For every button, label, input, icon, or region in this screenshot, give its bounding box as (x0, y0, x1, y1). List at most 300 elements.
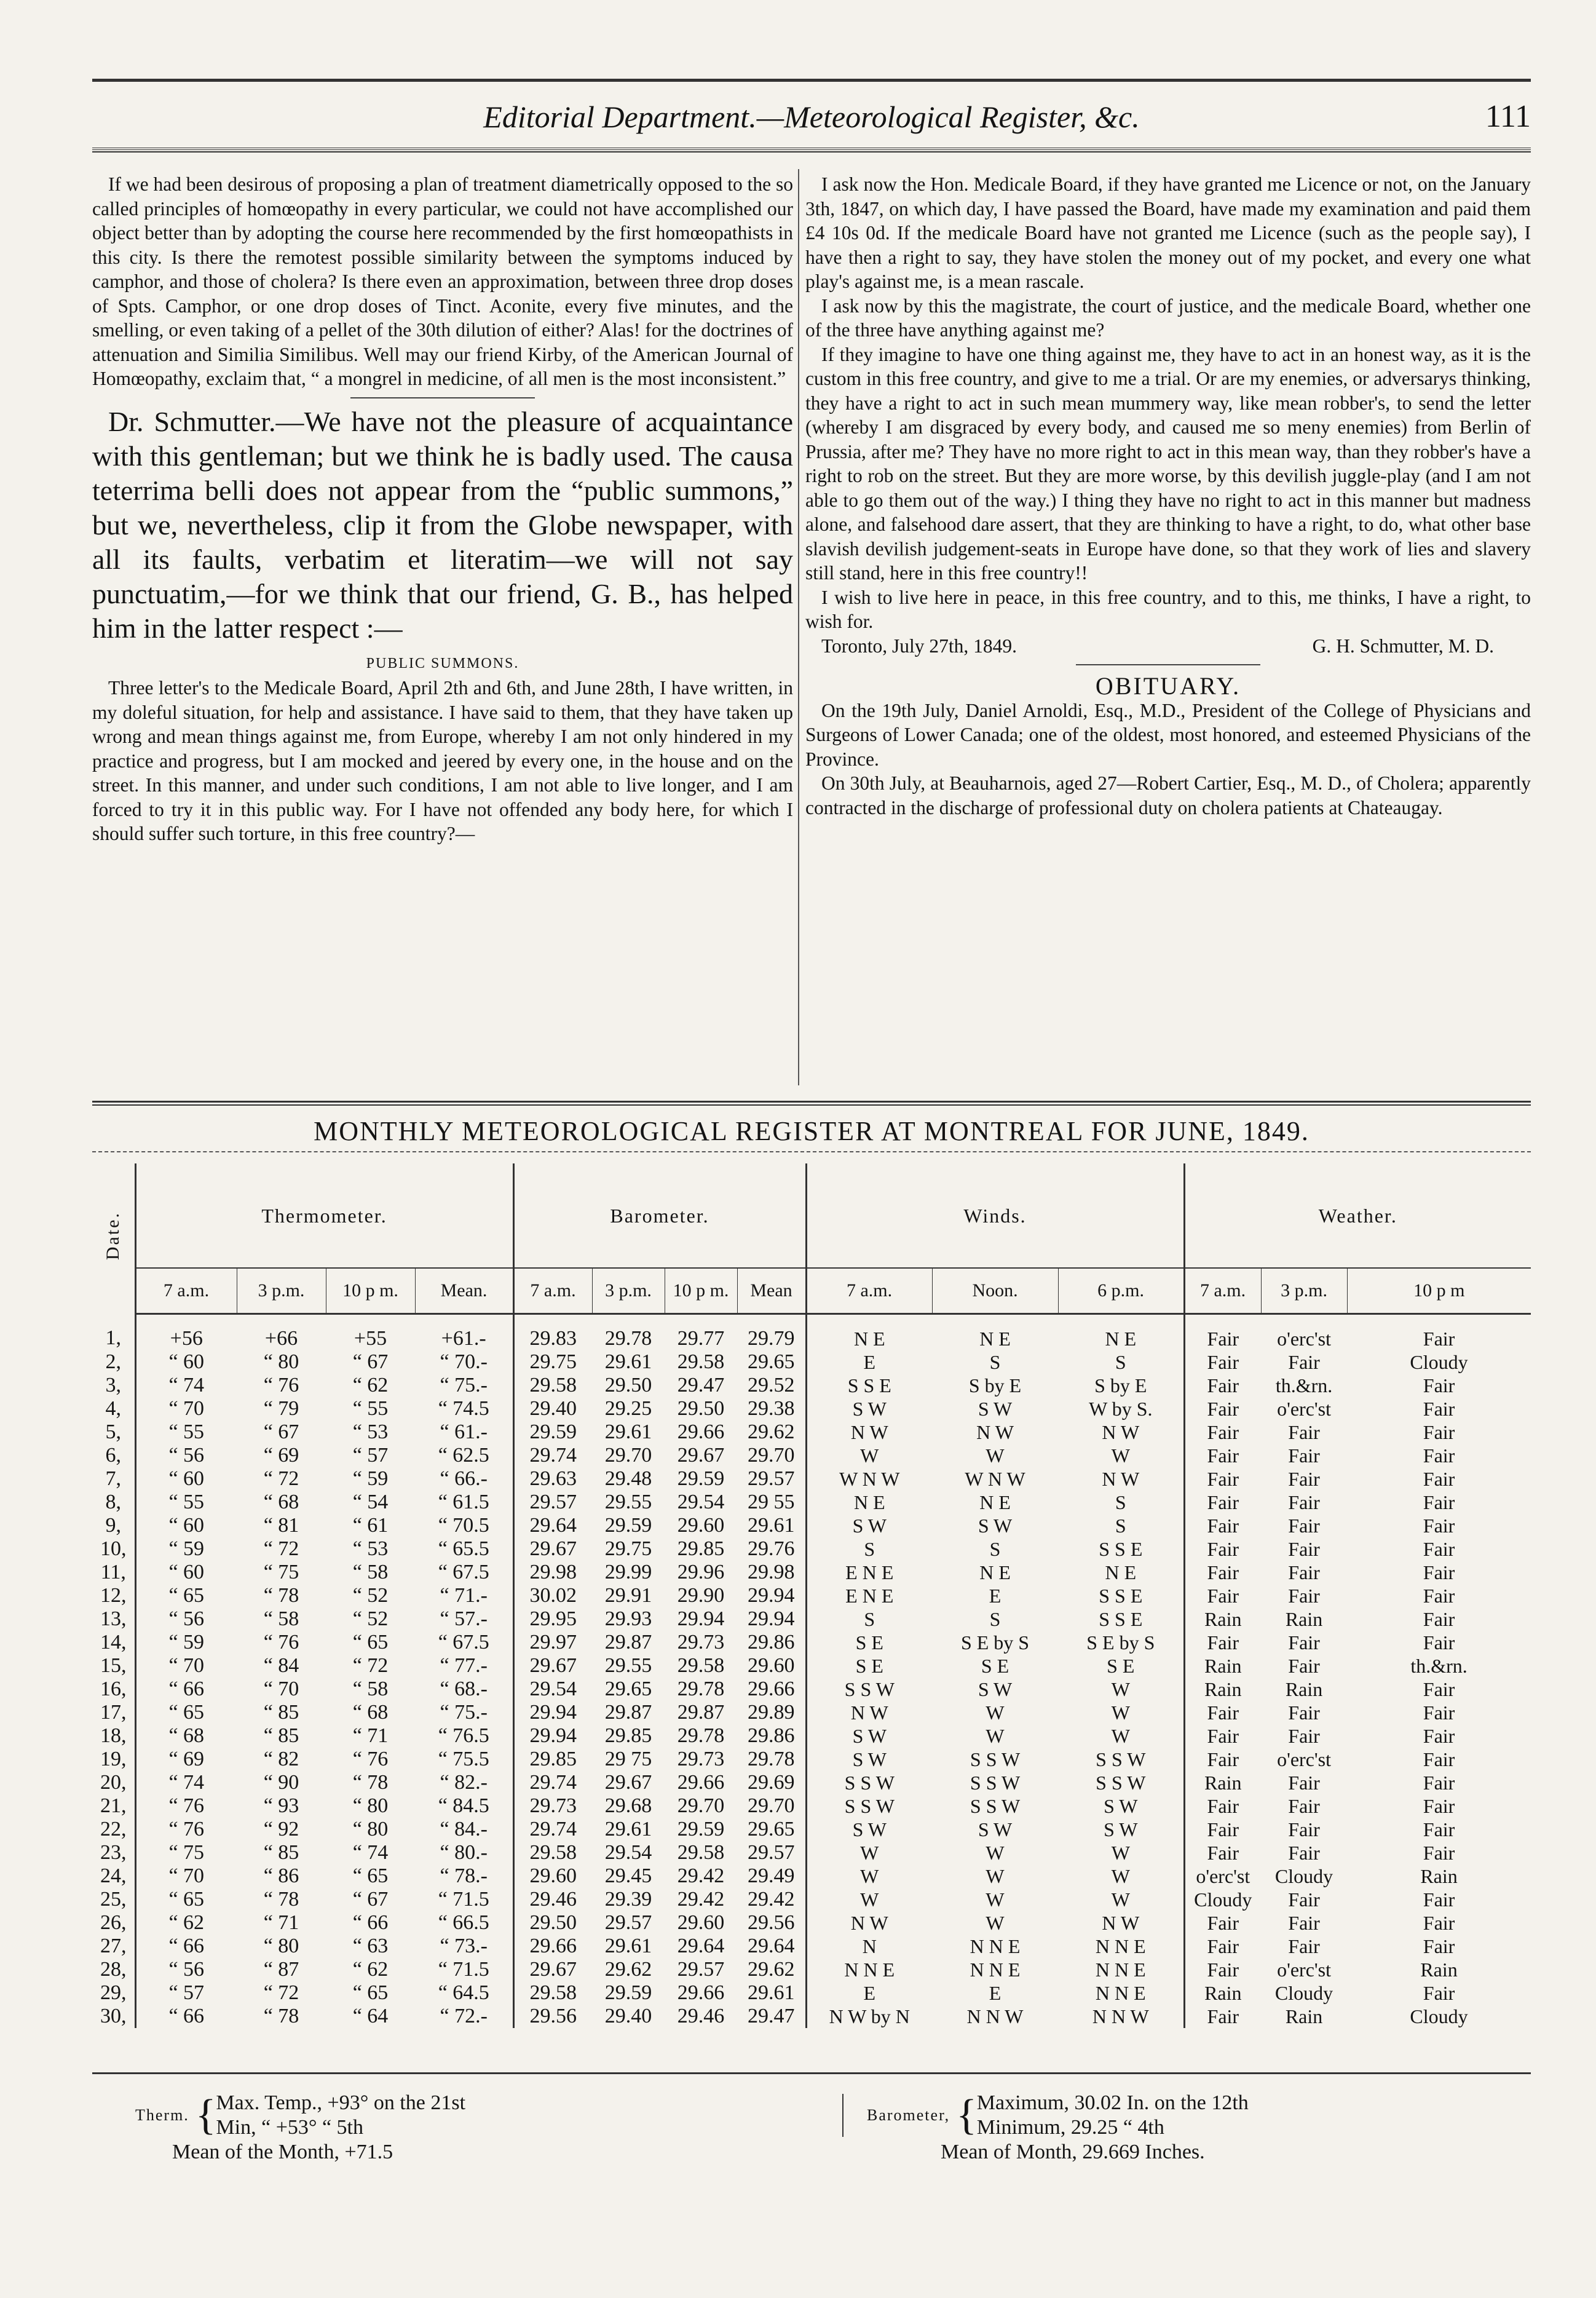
weather-header: Weather. (1184, 1163, 1531, 1268)
table-cell: N E (979, 1491, 1011, 1513)
table-cell: Fair (1184, 1958, 1261, 1981)
table-cell: 29.94 (748, 1583, 795, 1607)
table-cell: +61.- (441, 1326, 486, 1350)
table-cell: Fair (1423, 1748, 1455, 1770)
table-cell: “ 78 (263, 1887, 299, 1911)
table-cell: “ 67 (263, 1420, 299, 1443)
table-cell: W (986, 1864, 1005, 1887)
table-cell: Fair (1288, 1911, 1320, 1934)
table-cell: S W (1104, 1818, 1138, 1840)
table-cell: “ 72 (263, 1467, 299, 1490)
table-cell: Fair (1184, 1911, 1261, 1935)
table-cell: Fair (1423, 1935, 1455, 1957)
summons-paragraph: Three letter's to the Medicale Board, April 2th and 6th, and June 28th, I have written, in my doleful situation, for help and assistance. I have said to them, that they have taken up wrong and mean things against me, from Europe, whereby I am not only hindered in my practice and progress, but I am mocked and jeered by every one, in the house and on the street. In this manner, and under such conditions, I am not able to live longer, and I am forced to try it in this public way. For I have not offended any body here, for which I should suffer such torture, in this free country?— (92, 677, 793, 844)
table-cell: Fair (1423, 1607, 1455, 1630)
table-cell: N N E (1095, 1981, 1146, 2004)
table-cell: 29.47 (748, 2004, 795, 2027)
table-cell: S S W (970, 1794, 1021, 1817)
table-cell: 29.55 (604, 1490, 652, 1513)
table-cell: 29.70 (748, 1794, 795, 1817)
table-row (92, 1678, 1531, 1701)
table-cell: 29.58 (513, 1981, 592, 2005)
table-cell: Fair (1288, 1491, 1320, 1513)
signature-name: G. H. Schmutter, M. D. (1312, 635, 1494, 657)
table-cell: S S W (970, 1771, 1021, 1794)
date-cell: 20, (100, 1770, 127, 1794)
date-cell: 17, (100, 1700, 127, 1724)
table-cell: “ 90 (263, 1770, 299, 1794)
magistrate-paragraph: I ask now by this the magistrate, the court of justice, and the medicale Board, whether one of the three have anything against me? (805, 295, 1531, 341)
table-cell: 29.73 (677, 1747, 725, 1770)
date-cell: 29, (100, 1981, 127, 2004)
table-cell: 29.39 (604, 1887, 652, 1911)
table-cell: “ 57 (352, 1443, 389, 1467)
table-cell: 29.86 (748, 1724, 795, 1747)
table-cell: “ 68 (352, 1700, 389, 1724)
table-cell: 29.85 (513, 1748, 592, 1771)
table-cell: “ 85 (263, 1724, 299, 1747)
table-cell: S W (806, 1514, 932, 1537)
table-cell: “ 69 (263, 1443, 299, 1467)
table-cell: “ 65 (135, 1888, 237, 1911)
table-cell: 29.94 (513, 1724, 592, 1748)
table-cell: Fair (1423, 1911, 1455, 1934)
table-cell: Fair (1184, 2005, 1261, 2028)
table-cell: “ 66 (352, 1911, 389, 1934)
table-cell: 29.57 (604, 1911, 652, 1934)
table-cell: “ 66 (135, 1678, 237, 1701)
table-cell: “ 69 (135, 1748, 237, 1771)
table-cell: W (1111, 1678, 1130, 1700)
table-cell: “ 84.5 (438, 1794, 489, 1817)
table-cell: “ 74 (135, 1374, 237, 1397)
table-cell: Fair (1423, 1584, 1455, 1607)
table-cell: “ 65 (352, 1630, 389, 1654)
table-cell: 29.50 (513, 1911, 592, 1935)
summons-heading: PUBLIC SUMMONS. (366, 655, 519, 672)
table-cell: N W (806, 1420, 932, 1444)
table-cell: “ 65 (352, 1864, 389, 1887)
table-cell: Fair (1423, 1981, 1455, 2004)
table-cell: “ 65 (135, 1701, 237, 1724)
table-cell: S S E (1099, 1537, 1143, 1560)
table-cell: S (1115, 1491, 1126, 1513)
table-cell: W (1111, 1864, 1130, 1887)
table-cell: “ 68 (263, 1490, 299, 1513)
table-cell: S W (1104, 1794, 1138, 1817)
table-cell: o'erc'st (1277, 1748, 1332, 1770)
table-row (92, 2005, 1531, 2028)
table-cell: Fair (1423, 1514, 1455, 1537)
table-cell: Fair (1288, 1631, 1320, 1654)
table-cell: “ 76 (135, 1794, 237, 1818)
table-cell: Rain (1184, 1678, 1261, 1701)
table-cell: 29.79 (748, 1326, 795, 1350)
table-row (92, 1491, 1531, 1514)
table-cell: Cloudy (1274, 1981, 1333, 2004)
table-cell: Fair (1288, 1841, 1320, 1864)
table-cell: “ 71 (352, 1724, 389, 1747)
table-cell: W (1111, 1701, 1130, 1724)
winds-subheader: 6 p.m. (1058, 1268, 1184, 1313)
table-cell: S W (806, 1724, 932, 1748)
table-cell: E (806, 1350, 932, 1374)
table-cell: 29.55 (604, 1654, 652, 1677)
table-cell: Rain (1285, 1678, 1323, 1700)
table-cell: Cloudy (1184, 1888, 1261, 1911)
table-cell: o'erc'st (1184, 1864, 1261, 1888)
table-cell: “ 84 (263, 1654, 299, 1677)
table-cell: Fair (1184, 1313, 1261, 1350)
trial-paragraph: If they imagine to have one thing against me, they have to act in an honest way, as it is the custom in this free country, and give to me a trial. Or are my enemies, or adversarys thinking, they have a right to act in such mean mummery way, like mean robber's, to send the letter (whereby I am disgraced by every body, and caused me so meny enemies) from Berlin of Prussia, after me? They have no more right to act in this mean way, than they robber's have a right to rob on the street. But they are more worse, by this devilish juggle-play (and I am not able to go them out of the way.) I thing they have no right to act in this manner but madness alone, and falsehood dare assert, that they are thinking to have a right, to do, what other base slavish devilish judgement-seats in Europe have done, so that they work of lies and slavery still stand, here in this free country!! (805, 343, 1531, 584)
table-cell: W (806, 1864, 932, 1888)
table-cell: “ 78.- (440, 1864, 488, 1887)
table-cell: Fair (1288, 1818, 1320, 1840)
table-cell: 29.40 (513, 1397, 592, 1420)
table-cell: Fair (1184, 1374, 1261, 1397)
table-cell: 29.70 (604, 1443, 652, 1467)
table-cell: 29.69 (748, 1770, 795, 1794)
table-cell: “ 75 (135, 1841, 237, 1864)
table-cell: 29.74 (513, 1771, 592, 1794)
table-cell: “ 59 (135, 1537, 237, 1561)
table-cell: “ 81 (263, 1513, 299, 1537)
table-cell: “ 68.- (440, 1677, 488, 1700)
table-cell: W N W (806, 1467, 932, 1491)
table-cell: N E (1105, 1327, 1137, 1350)
table-cell: Rain (1184, 1607, 1261, 1631)
table-row (92, 1958, 1531, 1981)
register-top-rule (92, 1101, 1531, 1106)
table-cell: Cloudy (1410, 2005, 1468, 2027)
table-cell: “ 86 (263, 1864, 299, 1887)
baro-mean: Mean of Month, 29.669 Inches. (941, 2141, 1205, 2163)
table-cell: 29.56 (748, 1911, 795, 1934)
table-cell: 29.65 (748, 1817, 795, 1840)
table-cell: “ 67 (352, 1350, 389, 1373)
table-cell: “ 84.- (440, 1817, 488, 1840)
table-cell: S E by S (960, 1631, 1030, 1654)
table-cell: “ 75.- (440, 1373, 488, 1397)
table-cell: Fair (1288, 1584, 1320, 1607)
table-cell: “ 56 (135, 1444, 237, 1467)
table-cell: “ 62.5 (438, 1443, 489, 1467)
table-row (92, 1818, 1531, 1841)
table-cell: 29.67 (513, 1654, 592, 1678)
table-cell: Fair (1288, 1561, 1320, 1583)
table-cell: “ 66.5 (438, 1911, 489, 1934)
table-cell: “ 72 (263, 1981, 299, 2004)
table-cell: Fair (1288, 1724, 1320, 1747)
table-cell: Fair (1423, 1327, 1455, 1350)
table-cell: 29.74 (513, 1818, 592, 1841)
table-cell: N N W (1092, 2005, 1149, 2027)
table-cell: “ 59 (135, 1631, 237, 1654)
table-cell: +56 (135, 1313, 237, 1350)
table-cell: Fair (1184, 1514, 1261, 1537)
table-cell: S W (978, 1678, 1013, 1700)
weather-subheader: 7 a.m. (1184, 1268, 1261, 1313)
running-title: Editorial Department.—Meteorological Register, &c. (483, 100, 1140, 134)
table-cell: S W (806, 1397, 932, 1420)
table-row (92, 1444, 1531, 1467)
table-cell: “ 76 (135, 1818, 237, 1841)
table-cell: 29.87 (677, 1700, 725, 1724)
table-cell: 29.78 (677, 1724, 725, 1747)
table-cell: E (806, 1981, 932, 2005)
table-cell: S (806, 1537, 932, 1561)
table-cell: “ 58 (352, 1560, 389, 1583)
table-cell: 29.58 (677, 1654, 725, 1677)
table-row (92, 1841, 1531, 1864)
table-cell: “ 64.5 (438, 1981, 489, 2004)
table-cell: Fair (1184, 1818, 1261, 1841)
table-cell: “ 63 (352, 1934, 389, 1957)
table-cell: Fair (1423, 1678, 1455, 1700)
table-cell: “ 74 (135, 1771, 237, 1794)
date-header: Date. (103, 1211, 124, 1261)
table-row (92, 1313, 1531, 1350)
table-cell: N E (1105, 1561, 1137, 1583)
table-cell: 29.54 (513, 1678, 592, 1701)
table-cell: Rain (1285, 1607, 1323, 1630)
table-cell: Fair (1423, 1561, 1455, 1583)
table-cell: “ 85 (263, 1840, 299, 1864)
therm-min: Min, “ +53° “ 5th (216, 2116, 363, 2139)
table-cell: “ 65.5 (438, 1537, 489, 1560)
table-cell: “ 72.- (440, 2004, 488, 2027)
table-cell: Fair (1423, 1420, 1455, 1443)
table-cell: “ 65 (135, 1584, 237, 1607)
table-cell: S E (806, 1631, 932, 1654)
table-row (92, 1864, 1531, 1888)
date-cell: 12, (100, 1583, 127, 1607)
table-cell: 29.60 (748, 1654, 795, 1677)
baro-subheader: 7 a.m. (513, 1268, 592, 1313)
table-row (92, 1888, 1531, 1911)
table-cell: “ 52 (352, 1583, 389, 1607)
table-cell: “ 80 (352, 1794, 389, 1817)
page-number: 111 (1485, 99, 1531, 134)
table-cell: 29.78 (677, 1677, 725, 1700)
table-cell: S S W (1096, 1748, 1146, 1770)
table-cell: N E (979, 1327, 1011, 1350)
table-cell: 29.73 (513, 1794, 592, 1818)
table-cell: 29.66 (677, 1420, 725, 1443)
table-cell: S S W (1096, 1771, 1146, 1794)
table-cell: Cloudy (1410, 1350, 1468, 1373)
register-title-rule (92, 1151, 1531, 1157)
register-title: MONTHLY METEOROLOGICAL REGISTER AT MONTREAL FOR JUNE, 1849. (314, 1116, 1310, 1146)
table-cell: Fair (1288, 1794, 1320, 1817)
table-cell: 29.66 (748, 1677, 795, 1700)
table-cell: 29.25 (604, 1397, 652, 1420)
table-cell: Fair (1423, 1888, 1455, 1911)
homoeopathy-paragraph: If we had been desirous of proposing a plan of treatment diametrically opposed to the so called principles of homœopathy in every particular, we could not have accomplished our object better than by adopting the course here recommended by the first homœopathists in this city. Is there the remotest possible similarity between the symptoms induced by camphor, and those of cholera? Is there even an approximation, between three drop doses of Spts. Camphor, or one drop doses of Tinct. Aconite, every five minutes, and the smelling, or even taking of a pellet of the 30th dilution of either? Alas! for the doctrines of attenuation and Similia Similibus. Well may our friend Kirby, of the American Journal of Homœopathy, exclaim that, “ a mongrel in medicine, of all men is the most inconsistent.” (92, 173, 793, 389)
table-cell: Fair (1184, 1748, 1261, 1771)
table-cell: W (986, 1724, 1005, 1747)
table-cell: 29.91 (604, 1583, 652, 1607)
table-cell: 29 55 (748, 1490, 795, 1513)
table-row (92, 1514, 1531, 1537)
table-cell: “ 66 (135, 1935, 237, 1958)
table-cell: 29.76 (748, 1537, 795, 1560)
table-cell: 29.94 (748, 1607, 795, 1630)
table-cell: “ 87 (263, 1957, 299, 1981)
table-cell: 29.67 (513, 1537, 592, 1561)
table-cell: N W by N (806, 2005, 932, 2028)
table-row (92, 1724, 1531, 1748)
table-cell: 29.64 (677, 1934, 725, 1957)
thermometer-header: Thermometer. (135, 1163, 513, 1268)
table-cell: Fair (1423, 1771, 1455, 1794)
table-cell: W (806, 1444, 932, 1467)
table-cell: N N E (806, 1958, 932, 1981)
table-cell: 29.54 (677, 1490, 725, 1513)
table-row (92, 1794, 1531, 1818)
winds-subheader: Noon. (932, 1268, 1058, 1313)
weather-subheader: 10 p m (1347, 1268, 1531, 1313)
date-cell: 11, (100, 1560, 126, 1583)
table-row (92, 1420, 1531, 1444)
table-cell: 29.59 (604, 1513, 652, 1537)
date-cell: 28, (100, 1957, 127, 1981)
signature-line (805, 634, 1531, 659)
table-cell: E (989, 1584, 1001, 1607)
date-cell: 30, (100, 2004, 127, 2027)
table-cell: W (986, 1701, 1005, 1724)
table-cell: W (1111, 1444, 1130, 1467)
table-cell: Fair (1423, 1491, 1455, 1513)
table-cell: 29.78 (604, 1326, 652, 1350)
table-cell: Rain (1184, 1981, 1261, 2005)
table-cell: “ 71.- (440, 1583, 488, 1607)
thermometer-summary (135, 2091, 465, 2165)
table-cell: 29.61 (604, 1420, 652, 1443)
table-cell: Fair (1184, 1491, 1261, 1514)
table-cell: 29.58 (513, 1841, 592, 1864)
table-cell: “ 74 (352, 1840, 389, 1864)
table-cell: “ 53 (352, 1420, 389, 1443)
table-cell: “ 62 (135, 1911, 237, 1935)
sub-header-row (92, 1268, 1531, 1313)
table-cell: “ 78 (263, 1583, 299, 1607)
table-row (92, 1911, 1531, 1935)
table-cell: S (989, 1607, 1001, 1630)
table-cell: Fair (1184, 1794, 1261, 1818)
date-cell: 10, (100, 1537, 127, 1560)
table-cell: Fair (1184, 1701, 1261, 1724)
table-cell: o'erc'st (1277, 1327, 1332, 1350)
table-cell: “ 80 (263, 1350, 299, 1373)
table-cell: “ 55 (135, 1420, 237, 1444)
date-cell: 9, (105, 1513, 121, 1537)
table-row (92, 1467, 1531, 1491)
date-cell: 26, (100, 1911, 127, 1934)
table-cell: E N E (806, 1561, 932, 1584)
table-cell: Rain (1184, 1771, 1261, 1794)
table-cell: W (806, 1888, 932, 1911)
table-cell: 29.97 (513, 1631, 592, 1654)
table-cell: “ 71 (263, 1911, 299, 1934)
date-cell: 6, (105, 1443, 121, 1467)
brace-glyph: { (956, 2091, 977, 2139)
table-cell: “ 67.5 (438, 1560, 489, 1583)
date-cell: 25, (100, 1887, 127, 1911)
table-cell: “ 80.- (440, 1840, 488, 1864)
table-cell: S by E (968, 1374, 1022, 1397)
table-cell: 29.85 (677, 1537, 725, 1560)
table-cell: “ 62 (352, 1373, 389, 1397)
table-cell: 29.62 (604, 1957, 652, 1981)
table-cell: W (986, 1841, 1005, 1864)
table-cell: N E (806, 1313, 932, 1350)
date-cell: 15, (100, 1654, 127, 1677)
table-cell: “ 56 (135, 1607, 237, 1631)
table-cell: 29.66 (677, 1770, 725, 1794)
table-cell: “ 76 (263, 1630, 299, 1654)
table-cell: N (806, 1935, 932, 1958)
table-cell: S S E (1099, 1607, 1143, 1630)
table-cell: “ 61.- (440, 1420, 488, 1443)
table-cell: 29.74 (513, 1444, 592, 1467)
table-cell: “ 62 (352, 1957, 389, 1981)
table-row (92, 1607, 1531, 1631)
table-cell: Fair (1423, 1794, 1455, 1817)
table-cell: “ 52 (352, 1607, 389, 1630)
baro-min: Minimum, 29.25 “ 4th (976, 2116, 1164, 2139)
date-cell: 19, (100, 1747, 127, 1770)
table-cell: 29.75 (513, 1350, 592, 1374)
therm-subheader: 10 p m. (326, 1268, 415, 1313)
table-cell: 29.87 (604, 1700, 652, 1724)
table-cell: “ 66.- (440, 1467, 488, 1490)
table-cell: Fair (1184, 1561, 1261, 1584)
table-cell: 29.67 (604, 1770, 652, 1794)
table-cell: N W (1102, 1420, 1140, 1443)
table-cell: S (1115, 1350, 1126, 1373)
table-cell: “ 56 (135, 1958, 237, 1981)
table-cell: 29.99 (604, 1560, 652, 1583)
date-cell: 14, (100, 1630, 127, 1654)
table-cell: 29.54 (604, 1840, 652, 1864)
meteorological-register-table (92, 1163, 1531, 2028)
date-cell: 16, (100, 1677, 127, 1700)
table-cell: 29.58 (677, 1840, 725, 1864)
table-cell: S W (806, 1818, 932, 1841)
table-cell: 29.90 (677, 1583, 725, 1607)
table-cell: 29.65 (748, 1350, 795, 1373)
table-cell: Fair (1288, 1467, 1320, 1490)
table-cell: Fair (1423, 1631, 1455, 1654)
table-cell: 29.78 (748, 1747, 795, 1770)
date-cell: 22, (100, 1817, 127, 1840)
schmutter-intro-paragraph: Dr. Schmutter.—We have not the pleasure of acquaintance with this gentleman; but we think he is badly used. The causa teterrima belli does not appear from the “public summons,” but we, nevertheless, clip it from the Globe newspaper, with all its faults, verbatim et literatim—we will not say punctuatim,—for we think that our friend, G. B., has helped him in the latter respect :— (92, 405, 793, 644)
table-cell: 29.66 (513, 1935, 592, 1958)
table-cell: S S W (806, 1678, 932, 1701)
baro-subheader: 10 p m. (665, 1268, 737, 1313)
table-cell: 29.52 (748, 1373, 795, 1397)
baro-subheader: Mean (737, 1268, 806, 1313)
baro-max: Maximum, 30.02 In. on the 12th (976, 2091, 1249, 2114)
table-cell: Fair (1423, 1724, 1455, 1747)
table-cell: 29.61 (604, 1817, 652, 1840)
table-cell: 29.73 (677, 1630, 725, 1654)
table-cell: “ 58 (263, 1607, 299, 1630)
obituary-rule (1076, 664, 1260, 665)
table-cell: “ 75 (263, 1560, 299, 1583)
table-cell: 29.93 (604, 1607, 652, 1630)
